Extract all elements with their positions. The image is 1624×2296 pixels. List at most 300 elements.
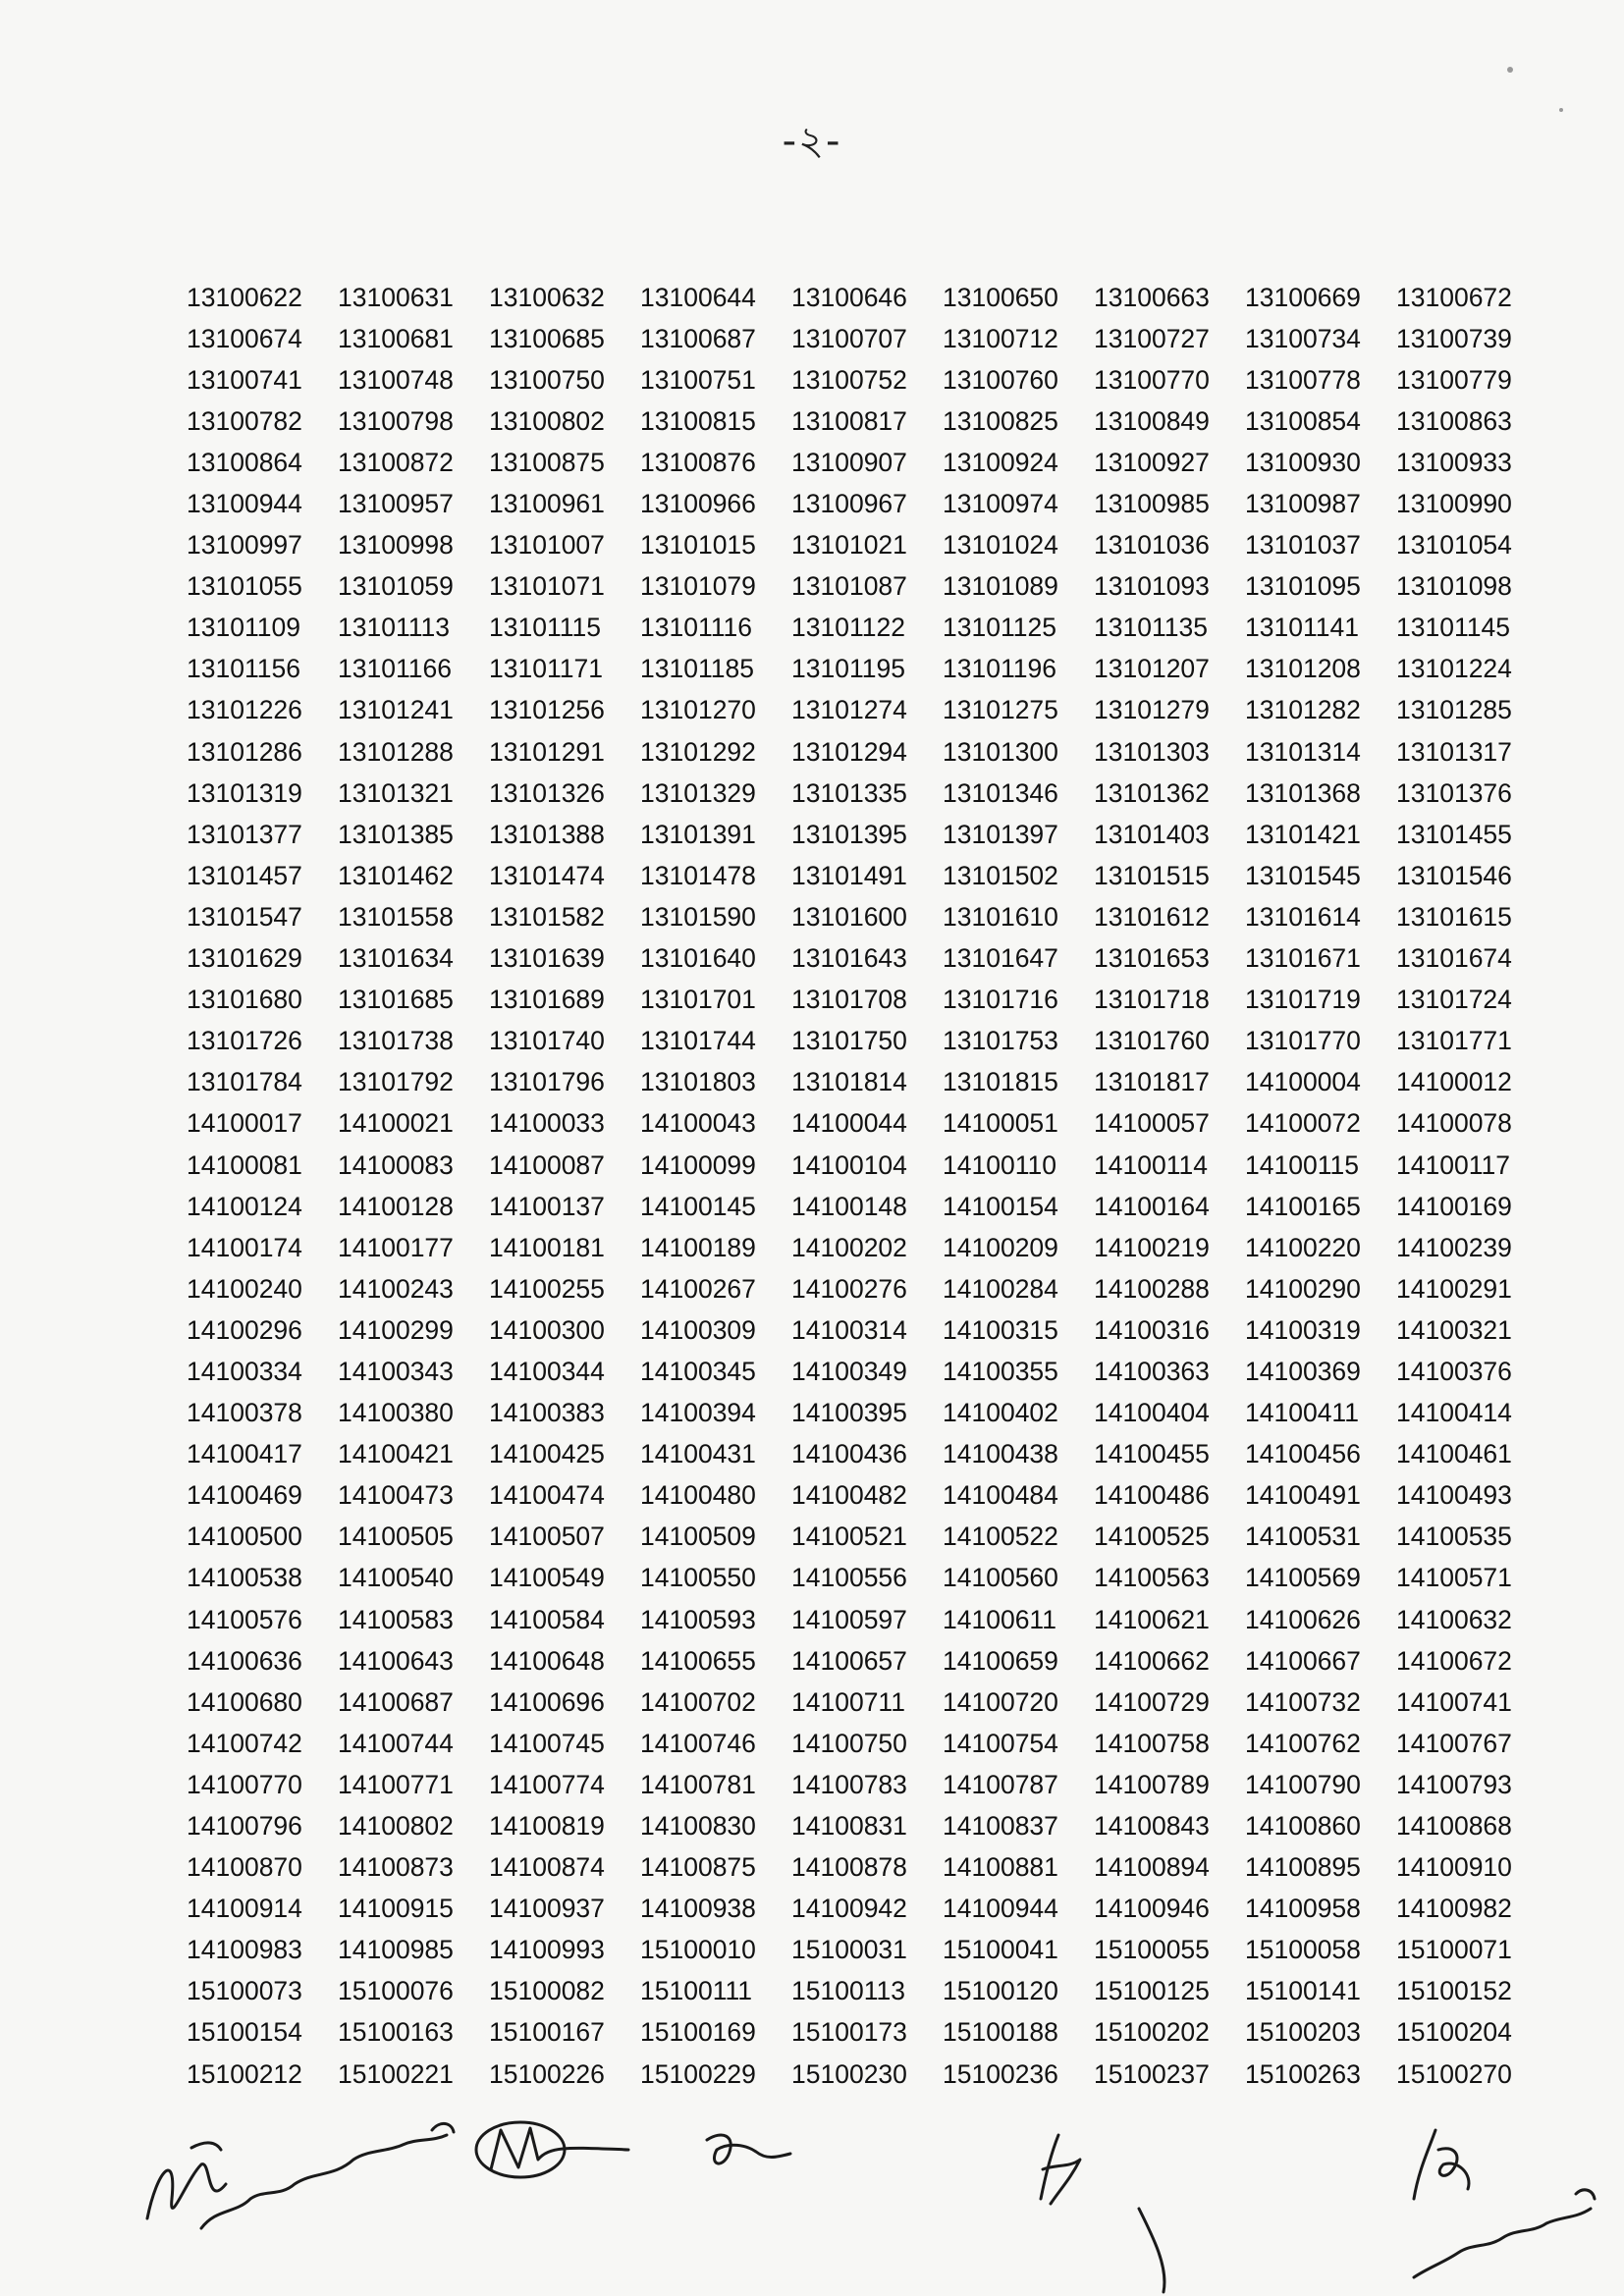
roll-number: 14100344 xyxy=(489,1356,605,1386)
roll-number: 14100255 xyxy=(489,1273,605,1304)
roll-number: 13101294 xyxy=(791,736,907,767)
roll-number: 13101115 xyxy=(489,613,601,643)
roll-number: 14100383 xyxy=(489,1398,605,1428)
roll-number: 13100930 xyxy=(1245,447,1361,477)
roll-number: 14100284 xyxy=(943,1273,1058,1304)
roll-number: 13100987 xyxy=(1245,489,1361,519)
roll-number: 14100938 xyxy=(640,1894,756,1924)
roll-number: 14100790 xyxy=(1245,1769,1361,1799)
roll-number: 13101185 xyxy=(640,654,754,684)
roll-number: 13100669 xyxy=(1245,282,1361,312)
roll-number: 14100500 xyxy=(187,1522,302,1552)
roll-number: 14100874 xyxy=(489,1852,605,1883)
roll-number: 14100626 xyxy=(1245,1604,1361,1634)
roll-number: 14100473 xyxy=(338,1480,454,1511)
roll-number: 13101054 xyxy=(1396,530,1512,561)
roll-number: 14100597 xyxy=(791,1604,907,1634)
roll-number: 15100152 xyxy=(1396,1976,1512,2006)
roll-number-row xyxy=(187,1434,1547,1475)
roll-number-row xyxy=(187,1186,1547,1227)
roll-number: 14100540 xyxy=(338,1563,454,1593)
roll-number: 13100864 xyxy=(187,447,302,477)
roll-number: 13101109 xyxy=(187,613,300,643)
roll-number-row xyxy=(187,1930,1547,1971)
roll-number: 14100482 xyxy=(791,1480,907,1511)
roll-number: 13100760 xyxy=(943,364,1058,395)
roll-number: 13100751 xyxy=(640,364,756,395)
roll-number: 14100632 xyxy=(1396,1604,1512,1634)
roll-number: 14100363 xyxy=(1094,1356,1210,1386)
roll-number: 14100376 xyxy=(1396,1356,1512,1386)
roll-number: 13101166 xyxy=(338,654,452,684)
roll-number: 14100316 xyxy=(1094,1314,1210,1345)
roll-number: 14100493 xyxy=(1396,1480,1512,1511)
roll-number: 13101750 xyxy=(791,1026,907,1056)
roll-number: 13101671 xyxy=(1245,943,1361,974)
roll-number: 15100202 xyxy=(1094,2017,1210,2048)
roll-number: 13101286 xyxy=(187,736,302,767)
roll-number: 14100560 xyxy=(943,1563,1058,1593)
roll-number: 14100531 xyxy=(1245,1522,1361,1552)
roll-number: 14100378 xyxy=(187,1398,302,1428)
roll-number: 15100041 xyxy=(943,1935,1058,1965)
roll-number-row xyxy=(187,731,1547,773)
roll-number: 14100117 xyxy=(1396,1149,1510,1180)
roll-number: 14100436 xyxy=(791,1439,907,1469)
roll-number: 13101647 xyxy=(943,943,1058,974)
roll-number: 13101462 xyxy=(338,860,454,890)
roll-number: 14100860 xyxy=(1245,1811,1361,1842)
roll-number: 14100380 xyxy=(338,1398,454,1428)
roll-number: 15100010 xyxy=(640,1935,756,1965)
roll-number: 13101784 xyxy=(187,1067,302,1097)
roll-number: 13100741 xyxy=(187,364,302,395)
roll-number: 13101629 xyxy=(187,943,302,974)
roll-number: 14100291 xyxy=(1396,1273,1512,1304)
roll-number-row xyxy=(187,1309,1547,1351)
roll-number-row xyxy=(187,773,1547,814)
roll-number: 15100167 xyxy=(489,2017,605,2048)
roll-number: 15100141 xyxy=(1245,1976,1361,2006)
roll-number: 14100525 xyxy=(1094,1522,1210,1552)
roll-number: 14100012 xyxy=(1396,1067,1512,1097)
roll-number: 14100491 xyxy=(1245,1480,1361,1511)
roll-number: 14100787 xyxy=(943,1769,1058,1799)
roll-number: 14100169 xyxy=(1396,1191,1512,1221)
roll-number: 13101321 xyxy=(338,777,454,808)
roll-number: 14100072 xyxy=(1245,1108,1361,1139)
roll-number: 15100237 xyxy=(1094,2058,1210,2089)
roll-number-row xyxy=(187,649,1547,690)
roll-number: 14100154 xyxy=(943,1191,1058,1221)
roll-number: 14100315 xyxy=(943,1314,1058,1345)
roll-number: 13101457 xyxy=(187,860,302,890)
roll-number: 13100802 xyxy=(489,405,605,436)
roll-number-row xyxy=(187,938,1547,980)
roll-number: 14100300 xyxy=(489,1314,605,1345)
roll-number: 14100569 xyxy=(1245,1563,1361,1593)
roll-number: 13101515 xyxy=(1094,860,1210,890)
roll-number: 15100076 xyxy=(338,1976,454,2006)
roll-number: 13100663 xyxy=(1094,282,1210,312)
roll-number-row xyxy=(187,566,1547,608)
roll-number: 13101582 xyxy=(489,901,605,932)
roll-number-row xyxy=(187,359,1547,400)
roll-number: 14100742 xyxy=(187,1728,302,1758)
roll-number-row xyxy=(187,1475,1547,1517)
roll-number: 14100687 xyxy=(338,1686,454,1717)
roll-number: 14100702 xyxy=(640,1686,756,1717)
roll-number-row xyxy=(187,525,1547,566)
roll-number: 13101314 xyxy=(1245,736,1361,767)
roll-number: 15100230 xyxy=(791,2058,907,2089)
roll-number: 13101362 xyxy=(1094,777,1210,808)
roll-number: 14100115 xyxy=(1245,1149,1359,1180)
roll-number: 14100636 xyxy=(187,1645,302,1676)
roll-number: 13100933 xyxy=(1396,447,1512,477)
roll-number: 13100712 xyxy=(943,323,1058,353)
roll-number: 13101545 xyxy=(1245,860,1361,890)
roll-number: 14100288 xyxy=(1094,1273,1210,1304)
roll-number: 13101674 xyxy=(1396,943,1512,974)
roll-number: 13101055 xyxy=(187,571,302,602)
roll-number: 13101037 xyxy=(1245,530,1361,561)
roll-number: 14100509 xyxy=(640,1522,756,1552)
roll-number: 14100083 xyxy=(338,1149,454,1180)
roll-number: 14100181 xyxy=(489,1232,605,1262)
roll-number: 14100474 xyxy=(489,1480,605,1511)
roll-number: 13100876 xyxy=(640,447,756,477)
roll-number: 13101241 xyxy=(338,695,454,725)
roll-number: 13100687 xyxy=(640,323,756,353)
roll-number-row xyxy=(187,277,1547,318)
roll-number: 15100226 xyxy=(489,2058,605,2089)
roll-number: 14100982 xyxy=(1396,1894,1512,1924)
roll-number: 13101653 xyxy=(1094,943,1210,974)
roll-number: 13100985 xyxy=(1094,489,1210,519)
roll-number: 13101291 xyxy=(489,736,605,767)
roll-number: 14100744 xyxy=(338,1728,454,1758)
roll-number: 14100469 xyxy=(187,1480,302,1511)
roll-number: 13101395 xyxy=(791,819,907,849)
roll-number: 14100655 xyxy=(640,1645,756,1676)
roll-number: 13100748 xyxy=(338,364,454,395)
roll-number: 13100622 xyxy=(187,282,302,312)
roll-number: 14100004 xyxy=(1245,1067,1361,1097)
roll-number: 14100657 xyxy=(791,1645,907,1676)
roll-number: 13100927 xyxy=(1094,447,1210,477)
roll-number: 13100681 xyxy=(338,323,454,353)
roll-number: 13101753 xyxy=(943,1026,1058,1056)
roll-number: 14100696 xyxy=(489,1686,605,1717)
roll-number: 14100456 xyxy=(1245,1439,1361,1469)
roll-number: 13101071 xyxy=(489,571,605,602)
roll-number: 14100914 xyxy=(187,1894,302,1924)
roll-number: 15100204 xyxy=(1396,2017,1512,2048)
roll-number: 14100843 xyxy=(1094,1811,1210,1842)
roll-number: 14100505 xyxy=(338,1522,454,1552)
roll-number: 14100915 xyxy=(338,1894,454,1924)
roll-number-row xyxy=(187,400,1547,442)
roll-number-row xyxy=(187,1062,1547,1103)
roll-number: 15100125 xyxy=(1094,1976,1210,2006)
roll-number: 14100870 xyxy=(187,1852,302,1883)
roll-number: 14100993 xyxy=(489,1935,605,1965)
roll-number: 14100781 xyxy=(640,1769,756,1799)
roll-number: 14100081 xyxy=(187,1149,302,1180)
roll-number: 14100099 xyxy=(640,1149,756,1180)
roll-number: 15100071 xyxy=(1396,1935,1512,1965)
roll-number: 13101391 xyxy=(640,819,756,849)
roll-number: 14100137 xyxy=(489,1191,605,1221)
roll-number: 13101141 xyxy=(1245,613,1359,643)
roll-number: 15100031 xyxy=(791,1935,907,1965)
roll-number: 14100369 xyxy=(1245,1356,1361,1386)
roll-number: 14100219 xyxy=(1094,1232,1210,1262)
roll-number: 13101643 xyxy=(791,943,907,974)
roll-number: 14100680 xyxy=(187,1686,302,1717)
roll-number: 14100741 xyxy=(1396,1686,1512,1717)
roll-number: 14100584 xyxy=(489,1604,605,1634)
roll-number: 14100395 xyxy=(791,1398,907,1428)
roll-number: 13101015 xyxy=(640,530,756,561)
roll-number: 13100798 xyxy=(338,405,454,436)
roll-number: 13100961 xyxy=(489,489,605,519)
roll-number: 14100017 xyxy=(187,1108,302,1139)
roll-number: 14100394 xyxy=(640,1398,756,1428)
roll-number-row xyxy=(187,814,1547,855)
roll-number: 14100104 xyxy=(791,1149,907,1180)
roll-number: 14100087 xyxy=(489,1149,605,1180)
roll-number: 13100685 xyxy=(489,323,605,353)
roll-number: 14100750 xyxy=(791,1728,907,1758)
roll-number: 14100507 xyxy=(489,1522,605,1552)
roll-number: 14100114 xyxy=(1094,1149,1208,1180)
roll-number: 13101329 xyxy=(640,777,756,808)
roll-number: 13101610 xyxy=(943,901,1058,932)
roll-number: 13101145 xyxy=(1396,613,1510,643)
roll-number: 13100782 xyxy=(187,405,302,436)
roll-number: 14100830 xyxy=(640,1811,756,1842)
roll-number: 13101226 xyxy=(187,695,302,725)
roll-number: 13100990 xyxy=(1396,489,1512,519)
roll-number: 13100734 xyxy=(1245,323,1361,353)
roll-number: 13100631 xyxy=(338,282,454,312)
roll-number: 14100643 xyxy=(338,1645,454,1676)
roll-number: 13100674 xyxy=(187,323,302,353)
roll-number: 13101474 xyxy=(489,860,605,890)
roll-number: 14100754 xyxy=(943,1728,1058,1758)
roll-number: 14100145 xyxy=(640,1191,756,1221)
roll-number-row xyxy=(187,483,1547,524)
roll-number: 14100522 xyxy=(943,1522,1058,1552)
roll-number: 14100549 xyxy=(489,1563,605,1593)
roll-number: 14100732 xyxy=(1245,1686,1361,1717)
roll-number: 14100455 xyxy=(1094,1439,1210,1469)
roll-number: 14100486 xyxy=(1094,1480,1210,1511)
roll-number: 13101122 xyxy=(791,613,905,643)
roll-number: 13100632 xyxy=(489,282,605,312)
roll-number: 13101546 xyxy=(1396,860,1512,890)
roll-number: 15100188 xyxy=(943,2017,1058,2048)
roll-number: 14100878 xyxy=(791,1852,907,1883)
roll-number: 14100831 xyxy=(791,1811,907,1842)
roll-number: 14100942 xyxy=(791,1894,907,1924)
roll-number-row xyxy=(187,1268,1547,1309)
roll-number: 14100174 xyxy=(187,1232,302,1262)
roll-number: 14100662 xyxy=(1094,1645,1210,1676)
roll-number: 14100550 xyxy=(640,1563,756,1593)
roll-number: 14100868 xyxy=(1396,1811,1512,1842)
roll-number: 13101224 xyxy=(1396,654,1512,684)
roll-number: 14100239 xyxy=(1396,1232,1512,1262)
roll-number: 14100819 xyxy=(489,1811,605,1842)
roll-number-row xyxy=(187,1599,1547,1640)
roll-number: 15100263 xyxy=(1245,2058,1361,2089)
roll-number: 13101796 xyxy=(489,1067,605,1097)
roll-number: 13101282 xyxy=(1245,695,1361,725)
roll-number: 13101640 xyxy=(640,943,756,974)
roll-number-row xyxy=(187,1971,1547,2012)
roll-number: 13101368 xyxy=(1245,777,1361,808)
roll-number: 14100243 xyxy=(338,1273,454,1304)
roll-number: 14100431 xyxy=(640,1439,756,1469)
stray-mark xyxy=(1507,67,1513,73)
roll-number: 15100113 xyxy=(791,1976,905,2006)
roll-number: 13100944 xyxy=(187,489,302,519)
roll-number: 13101113 xyxy=(338,613,450,643)
roll-number-row xyxy=(187,1145,1547,1186)
roll-number: 14100571 xyxy=(1396,1563,1512,1593)
roll-number: 15100270 xyxy=(1396,2058,1512,2089)
roll-number: 15100111 xyxy=(640,1976,752,2006)
roll-number: 14100771 xyxy=(338,1769,454,1799)
roll-number: 14100267 xyxy=(640,1273,756,1304)
roll-number: 14100789 xyxy=(1094,1769,1210,1799)
roll-number: 14100355 xyxy=(943,1356,1058,1386)
roll-number: 13101385 xyxy=(338,819,454,849)
roll-number: 13100672 xyxy=(1396,282,1512,312)
roll-number: 13100779 xyxy=(1396,364,1512,395)
roll-number: 13101547 xyxy=(187,901,302,932)
roll-number: 13100974 xyxy=(943,489,1058,519)
roll-number: 14100177 xyxy=(338,1232,454,1262)
roll-number: 14100796 xyxy=(187,1811,302,1842)
roll-number: 13100924 xyxy=(943,447,1058,477)
roll-number: 14100165 xyxy=(1245,1191,1361,1221)
roll-number: 13101478 xyxy=(640,860,756,890)
page-number: -২- xyxy=(782,119,842,164)
roll-number: 15100154 xyxy=(187,2017,302,2048)
roll-number: 14100202 xyxy=(791,1232,907,1262)
roll-number: 14100556 xyxy=(791,1563,907,1593)
roll-number: 14100110 xyxy=(943,1149,1056,1180)
roll-number-grid xyxy=(187,277,1547,2095)
roll-number-row xyxy=(187,896,1547,937)
roll-number: 14100148 xyxy=(791,1191,907,1221)
roll-number-row xyxy=(187,1889,1547,1930)
roll-number: 13101726 xyxy=(187,1026,302,1056)
roll-number: 13101740 xyxy=(489,1026,605,1056)
roll-number: 13101279 xyxy=(1094,695,1210,725)
roll-number: 14100667 xyxy=(1245,1645,1361,1676)
roll-number: 14100321 xyxy=(1396,1314,1512,1345)
roll-number-row xyxy=(187,442,1547,483)
roll-number: 14100745 xyxy=(489,1728,605,1758)
roll-number: 13101024 xyxy=(943,530,1058,561)
roll-number: 13101079 xyxy=(640,571,756,602)
roll-number: 13101815 xyxy=(943,1067,1058,1097)
roll-number: 13101718 xyxy=(1094,985,1210,1015)
roll-number: 14100220 xyxy=(1245,1232,1361,1262)
roll-number: 14100783 xyxy=(791,1769,907,1799)
roll-number: 13101171 xyxy=(489,654,603,684)
roll-number: 14100767 xyxy=(1396,1728,1512,1758)
roll-number: 14100837 xyxy=(943,1811,1058,1842)
roll-number: 13100750 xyxy=(489,364,605,395)
roll-number: 13101317 xyxy=(1396,736,1512,767)
roll-number: 13100707 xyxy=(791,323,907,353)
roll-number: 13101502 xyxy=(943,860,1058,890)
roll-number: 13101087 xyxy=(791,571,907,602)
roll-number: 14100319 xyxy=(1245,1314,1361,1345)
roll-number: 13101421 xyxy=(1245,819,1361,849)
roll-number: 13101639 xyxy=(489,943,605,974)
roll-number: 14100033 xyxy=(489,1108,605,1139)
roll-number: 14100309 xyxy=(640,1314,756,1345)
roll-number: 13101346 xyxy=(943,777,1058,808)
roll-number-row xyxy=(187,1558,1547,1599)
roll-number-row xyxy=(187,1103,1547,1145)
roll-number: 14100057 xyxy=(1094,1108,1210,1139)
roll-number: 13101326 xyxy=(489,777,605,808)
roll-number: 13100997 xyxy=(187,530,302,561)
roll-number: 14100349 xyxy=(791,1356,907,1386)
roll-number: 14100044 xyxy=(791,1108,907,1139)
roll-number: 14100758 xyxy=(1094,1728,1210,1758)
roll-number: 13101708 xyxy=(791,985,907,1015)
roll-number: 14100672 xyxy=(1396,1645,1512,1676)
roll-number: 13101600 xyxy=(791,901,907,932)
roll-number: 14100189 xyxy=(640,1232,756,1262)
roll-number: 14100535 xyxy=(1396,1522,1512,1552)
roll-number: 13100644 xyxy=(640,282,756,312)
roll-number: 13100854 xyxy=(1245,405,1361,436)
roll-number: 13100957 xyxy=(338,489,454,519)
roll-number: 13100967 xyxy=(791,489,907,519)
roll-number: 14100480 xyxy=(640,1480,756,1511)
roll-number: 14100425 xyxy=(489,1439,605,1469)
roll-number: 14100762 xyxy=(1245,1728,1361,1758)
roll-number: 13101098 xyxy=(1396,571,1512,602)
roll-number: 13100849 xyxy=(1094,405,1210,436)
roll-number: 14100774 xyxy=(489,1769,605,1799)
roll-number: 14100296 xyxy=(187,1314,302,1345)
roll-number: 14100404 xyxy=(1094,1398,1210,1428)
roll-number: 14100209 xyxy=(943,1232,1058,1262)
roll-number: 13101292 xyxy=(640,736,756,767)
roll-number: 13100872 xyxy=(338,447,454,477)
roll-number: 13101558 xyxy=(338,901,454,932)
roll-number: 14100411 xyxy=(1245,1398,1359,1428)
roll-number-row xyxy=(187,1517,1547,1558)
roll-number-row xyxy=(187,690,1547,731)
roll-number: 14100240 xyxy=(187,1273,302,1304)
roll-number: 13100752 xyxy=(791,364,907,395)
roll-number: 13101335 xyxy=(791,777,907,808)
roll-number: 14100343 xyxy=(338,1356,454,1386)
roll-number: 14100414 xyxy=(1396,1398,1512,1428)
